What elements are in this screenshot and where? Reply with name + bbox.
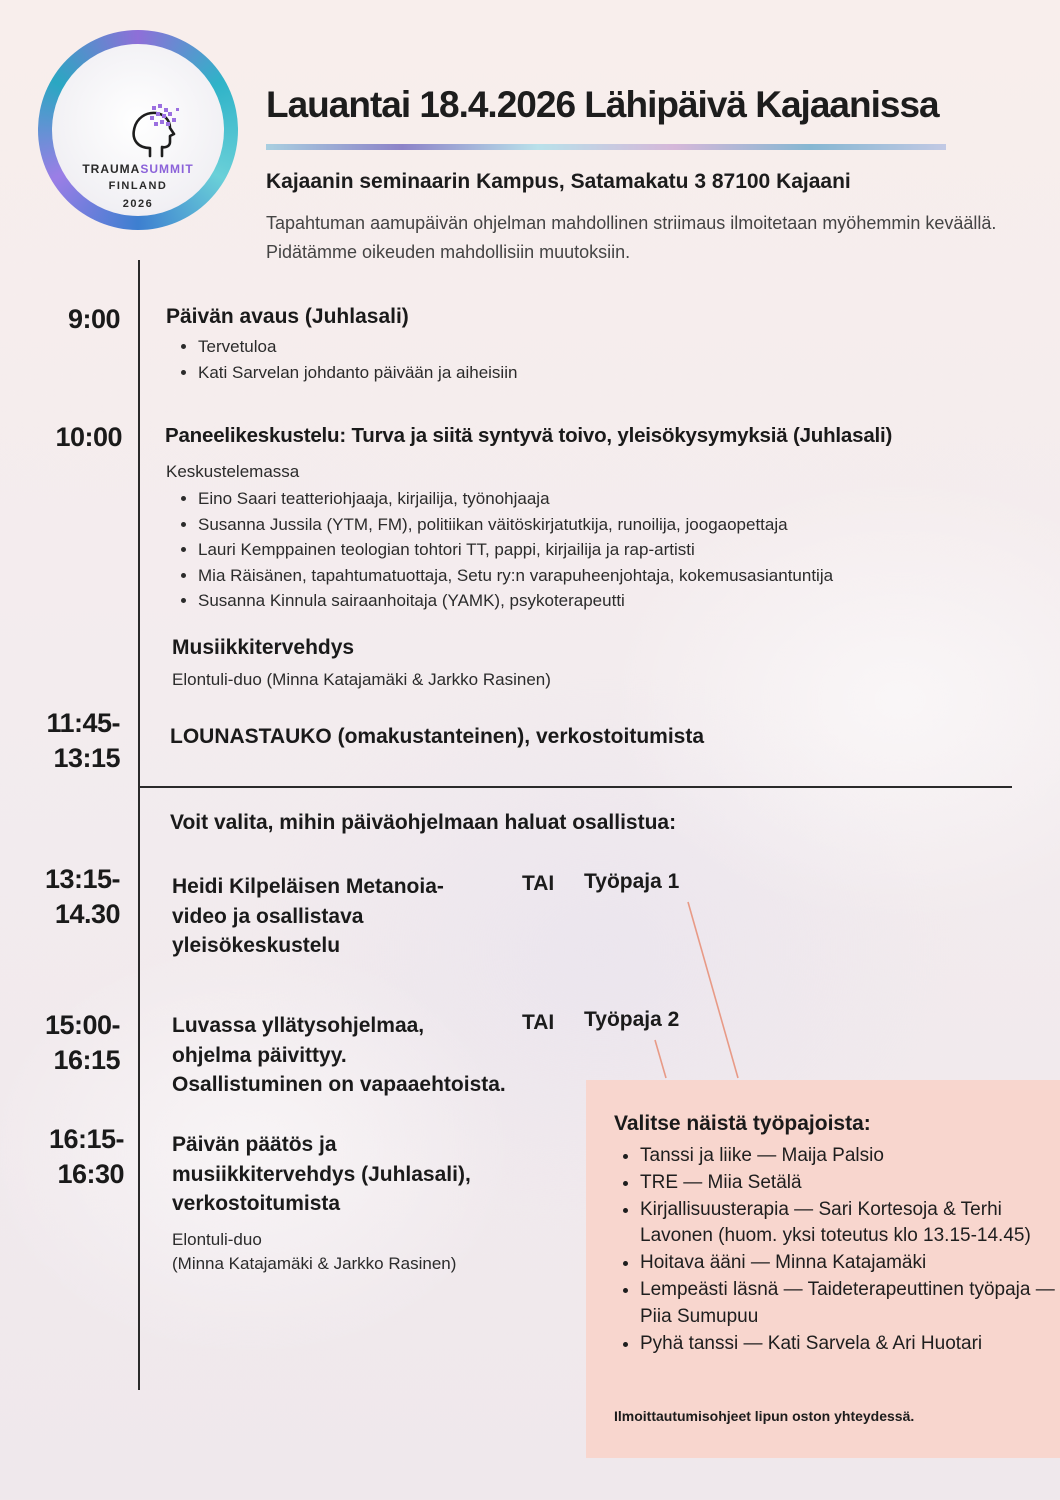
connector-line-1 bbox=[688, 902, 738, 1078]
time-session2: 15:00- 16:15 bbox=[44, 1010, 120, 1075]
choose-text: Voit valita, mihin päiväohjelmaan haluat osallistua: bbox=[170, 811, 677, 834]
list-item: • Mia Räisänen, tapahtumatuottaja, Setu ry:n varapuheenjohtaja, kokemusasiantuntija bbox=[198, 563, 833, 589]
time-lunch: 11:45- 13:15 bbox=[46, 708, 120, 773]
time-opening: 9:00 bbox=[67, 304, 120, 334]
list-item: • Pyhä tanssi — Kati Sarvela & Ari Huotari bbox=[640, 1331, 1060, 1358]
session1-title: Heidi Kilpeläisen Metanoia- video ja osallistava yleisökeskustelu bbox=[172, 875, 444, 957]
panel-title: Paneelikeskustelu: Turva ja siitä syntyvä toivo, yleisökysymyksiä (Juhlasali) bbox=[165, 424, 893, 447]
logo-brand: TRAUMASUMMIT bbox=[82, 162, 194, 176]
workshop2-label: Työpaja 2 bbox=[584, 1008, 680, 1031]
music-performers: Elontuli-duo (Minna Katajamäki & Jarkko Rasinen) bbox=[172, 670, 551, 689]
panel-intro: Keskustelemassa bbox=[166, 462, 300, 481]
list-item: • Tervetuloa bbox=[198, 334, 517, 360]
venue-address: Kajaanin seminaarin Kampus, Satamakatu 3 87100 Kajaani bbox=[266, 170, 851, 193]
workshops-title: Valitse näistä työpajoista: bbox=[614, 1112, 871, 1135]
workshops-list bbox=[610, 1143, 1060, 1357]
time-panel: 10:00 bbox=[55, 422, 122, 452]
list-item: • Tanssi ja liike — Maija Palsio bbox=[640, 1143, 1060, 1170]
list-item: • TRE — Miia Setälä bbox=[640, 1170, 1060, 1197]
logo-country: FINLAND bbox=[108, 180, 168, 192]
music-title: Musiikkitervehdys bbox=[172, 636, 355, 659]
list-item: • Hoitava ääni — Minna Katajamäki bbox=[640, 1250, 1060, 1277]
logo-year: 2026 bbox=[122, 198, 154, 210]
time-session1: 13:15- 14.30 bbox=[44, 864, 120, 929]
closing-performers: Elontuli-duo (Minna Katajamäki & Jarkko Rasinen) bbox=[172, 1230, 457, 1273]
registration-note: Ilmoittautumisohjeet lipun oston yhteydessä. bbox=[614, 1408, 915, 1424]
list-item: • Kati Sarvelan johdanto päivään ja aiheisiin bbox=[198, 360, 517, 386]
workshop1-label: Työpaja 1 bbox=[584, 870, 680, 893]
or-label-1: TAI bbox=[522, 872, 555, 895]
time-closing: 16:15- 16:30 bbox=[48, 1124, 124, 1189]
list-item: • Lauri Kemppainen teologian tohtori TT, pappi, kirjailija ja rap-artisti bbox=[198, 537, 833, 563]
workshops-box bbox=[586, 1080, 1060, 1458]
streaming-note: Tapahtuman aamupäivän ohjelman mahdollinen striimaus ilmoitetaan myöhemmin keväällä. Pidätämme oikeuden mahdollisiin muutoksiin. bbox=[266, 213, 997, 262]
list-item: • Lempeästi läsnä — Taideterapeuttinen työpaja — Piia Sumupuu bbox=[640, 1277, 1060, 1331]
list-item: • Susanna Jussila (YTM, FM), politiikan väitöskirjatutkija, runoilija, joogaopettaja bbox=[198, 512, 833, 538]
or-label-2: TAI bbox=[522, 1011, 555, 1034]
opening-title: Päivän avaus (Juhlasali) bbox=[166, 305, 409, 328]
session2-title: Luvassa yllätysohjelmaa, ohjelma päivittyy. Osallistuminen on vapaaehtoista. bbox=[172, 1014, 506, 1096]
list-item: • Susanna Kinnula sairaanhoitaja (YAMK), psykoterapeutti bbox=[198, 588, 833, 614]
list-item: • Kirjallisuusterapia — Sari Kortesoja & Terhi Lavonen (huom. yksi toteutus klo 13.15-14.45) bbox=[640, 1197, 1060, 1251]
connector-line-2 bbox=[655, 1040, 666, 1078]
lunch-title: LOUNASTAUKO (omakustanteinen), verkostoitumista bbox=[170, 725, 705, 748]
list-item: • Eino Saari teatteriohjaaja, kirjailija, työnohjaaja bbox=[198, 486, 833, 512]
page-title: Lauantai 18.4.2026 Lähipäivä Kajaanissa bbox=[266, 84, 939, 125]
closing-title: Päivän päätös ja musiikkitervehdys (Juhlasali), verkostoitumista bbox=[172, 1133, 471, 1215]
